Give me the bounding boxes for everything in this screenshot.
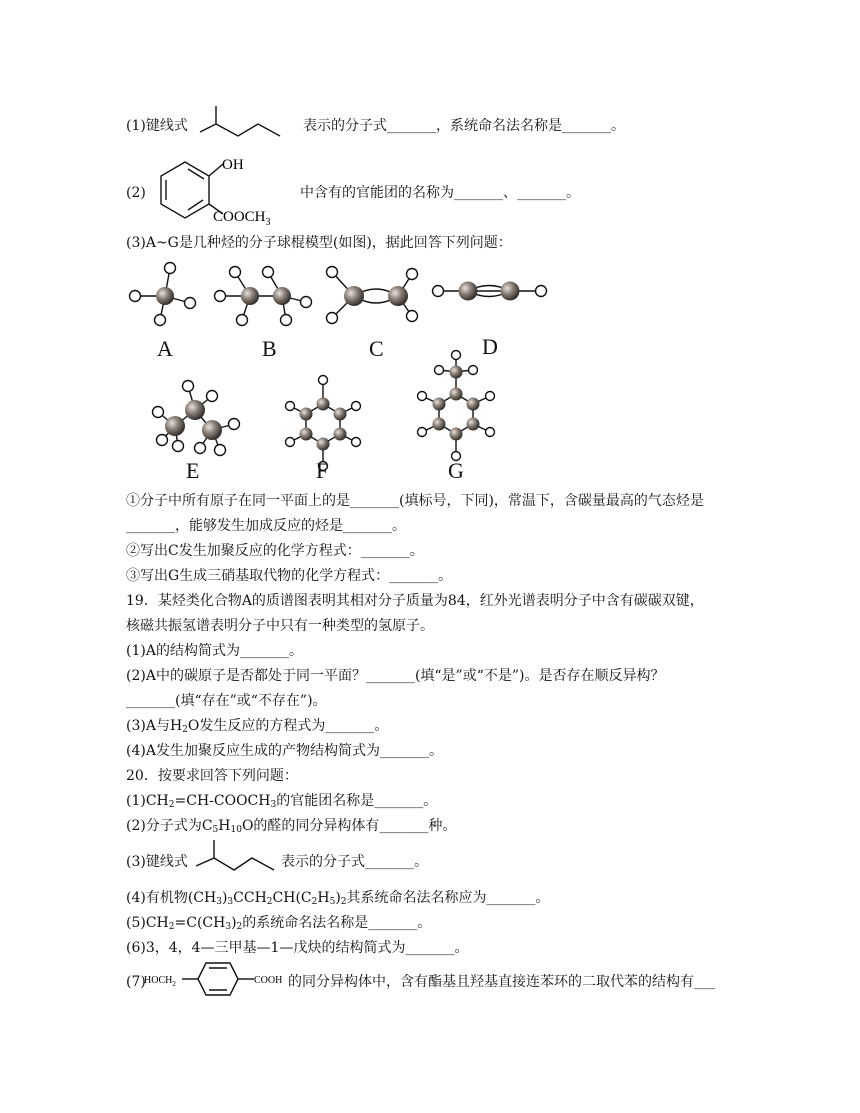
q19-intro-line1: 19．某烃类化合物A的质谱图表明其相对分子质量为84，红外光谱表明分子中含有碳碳双键， xyxy=(126,593,704,609)
model-a-methane xyxy=(130,263,196,362)
ball-stick-models-row2 xyxy=(140,350,520,482)
cooh-group-label: COOH xyxy=(254,975,283,986)
model-d-acetylene xyxy=(433,282,547,360)
model-g-toluene xyxy=(418,351,495,483)
q20-part4: (4)有机物$(CH_3)_3CCH_2CH(C_2H_5)_2$其系统命名法名称应为_______。 xyxy=(126,890,550,907)
q20-part1: $(1)CH_2=CH-COOCH_3$的官能团名称是_______。 xyxy=(126,793,438,810)
model-label-f: F xyxy=(316,458,329,482)
model-e-propane xyxy=(153,381,240,483)
q19-intro-line2: 核磁共振氢谱表明分子中只有一种类型的氢原子。 xyxy=(126,618,434,634)
model-label-e: E xyxy=(186,458,200,482)
hydroxymethyl-benzoic-acid-structure xyxy=(144,958,288,1000)
q18-sub1-line1: ①分子中所有原子在同一平面上的是_______(填标号，下同)，常温下，含碳量最高的气态烃是 xyxy=(126,493,704,509)
q18-part2-question: 中含有的官能团的名称为_______、_______。 xyxy=(300,185,580,201)
model-label-a: A xyxy=(157,336,173,361)
q20-intro: 20．按要求回答下列问题： xyxy=(126,768,298,784)
q18-part2-label: (2) xyxy=(126,185,146,201)
q18-part1-question: 表示的分子式_______，系统命名法名称是_______。 xyxy=(303,118,625,134)
q20-part5: $(5)CH_2=C(CH_3)_2$的系统命名法名称是_______。 xyxy=(126,915,432,932)
q20-part3-label: (3)键线式 xyxy=(126,854,188,870)
ball-stick-models-row1 xyxy=(120,258,560,362)
model-label-d: D xyxy=(482,334,498,359)
oh-group-label: OH xyxy=(222,157,244,173)
q20-part2: (2)分子式为$C_5H_{10}O$的醛的同分异构体有_______种。 xyxy=(126,818,457,835)
q19-part2-line1: (2)A中的碳原子是否都处于同一平面？_______(填“是”或“不是”)。是否存在顺反异构？ xyxy=(126,668,665,684)
q18-sub2: ②写出C发生加聚反应的化学方程式：_______。 xyxy=(126,543,424,559)
model-c-ethylene xyxy=(327,267,418,362)
skeletal-formula-q20 xyxy=(190,836,280,880)
q18-part3-intro: (3)A~G是几种烃的分子球棍模型(如图)，据此回答下列问题： xyxy=(126,235,512,251)
skeletal-formula-2-methylpentane xyxy=(190,104,282,142)
q18-sub1-line2: _______，能够发生加成反应的烃是_______。 xyxy=(126,518,406,534)
q20-part6: (6)3，4，4—三甲基—1—戊炔的结构简式为_______。 xyxy=(126,940,469,956)
q18-sub3: ③写出G生成三硝基取代物的化学方程式：_______。 xyxy=(126,568,453,584)
model-f-benzene xyxy=(286,376,361,483)
q20-part3-question: 表示的分子式_______。 xyxy=(281,854,428,870)
q19-part2-line2: _______(填“存在”或“不存在”)。 xyxy=(126,693,327,709)
q19-part1: (1)A的结构简式为_______。 xyxy=(126,643,303,659)
methyl-salicylate-structure xyxy=(145,150,295,228)
model-label-g: G xyxy=(448,458,464,482)
q19-part4: (4)A发生加聚反应生成的产物结构简式为_______。 xyxy=(126,743,443,759)
model-label-c: C xyxy=(369,336,384,361)
q20-part7-label: (7) xyxy=(126,974,146,990)
model-label-b: B xyxy=(262,336,277,361)
q20-part7-question: 的同分异构体中，含有酯基且羟基直接连苯环的二取代苯的结构有___ xyxy=(288,974,715,990)
q18-part1-label: (1)键线式 xyxy=(126,118,188,134)
model-b-ethane xyxy=(215,267,312,362)
cooch3-group-label: $COOCH_3$ xyxy=(213,209,271,228)
q19-part3: (3)A与$H_2O$发生反应的方程式为_______。 xyxy=(126,718,389,735)
hoch2-group-label: $HOCH_2$ xyxy=(144,975,176,988)
